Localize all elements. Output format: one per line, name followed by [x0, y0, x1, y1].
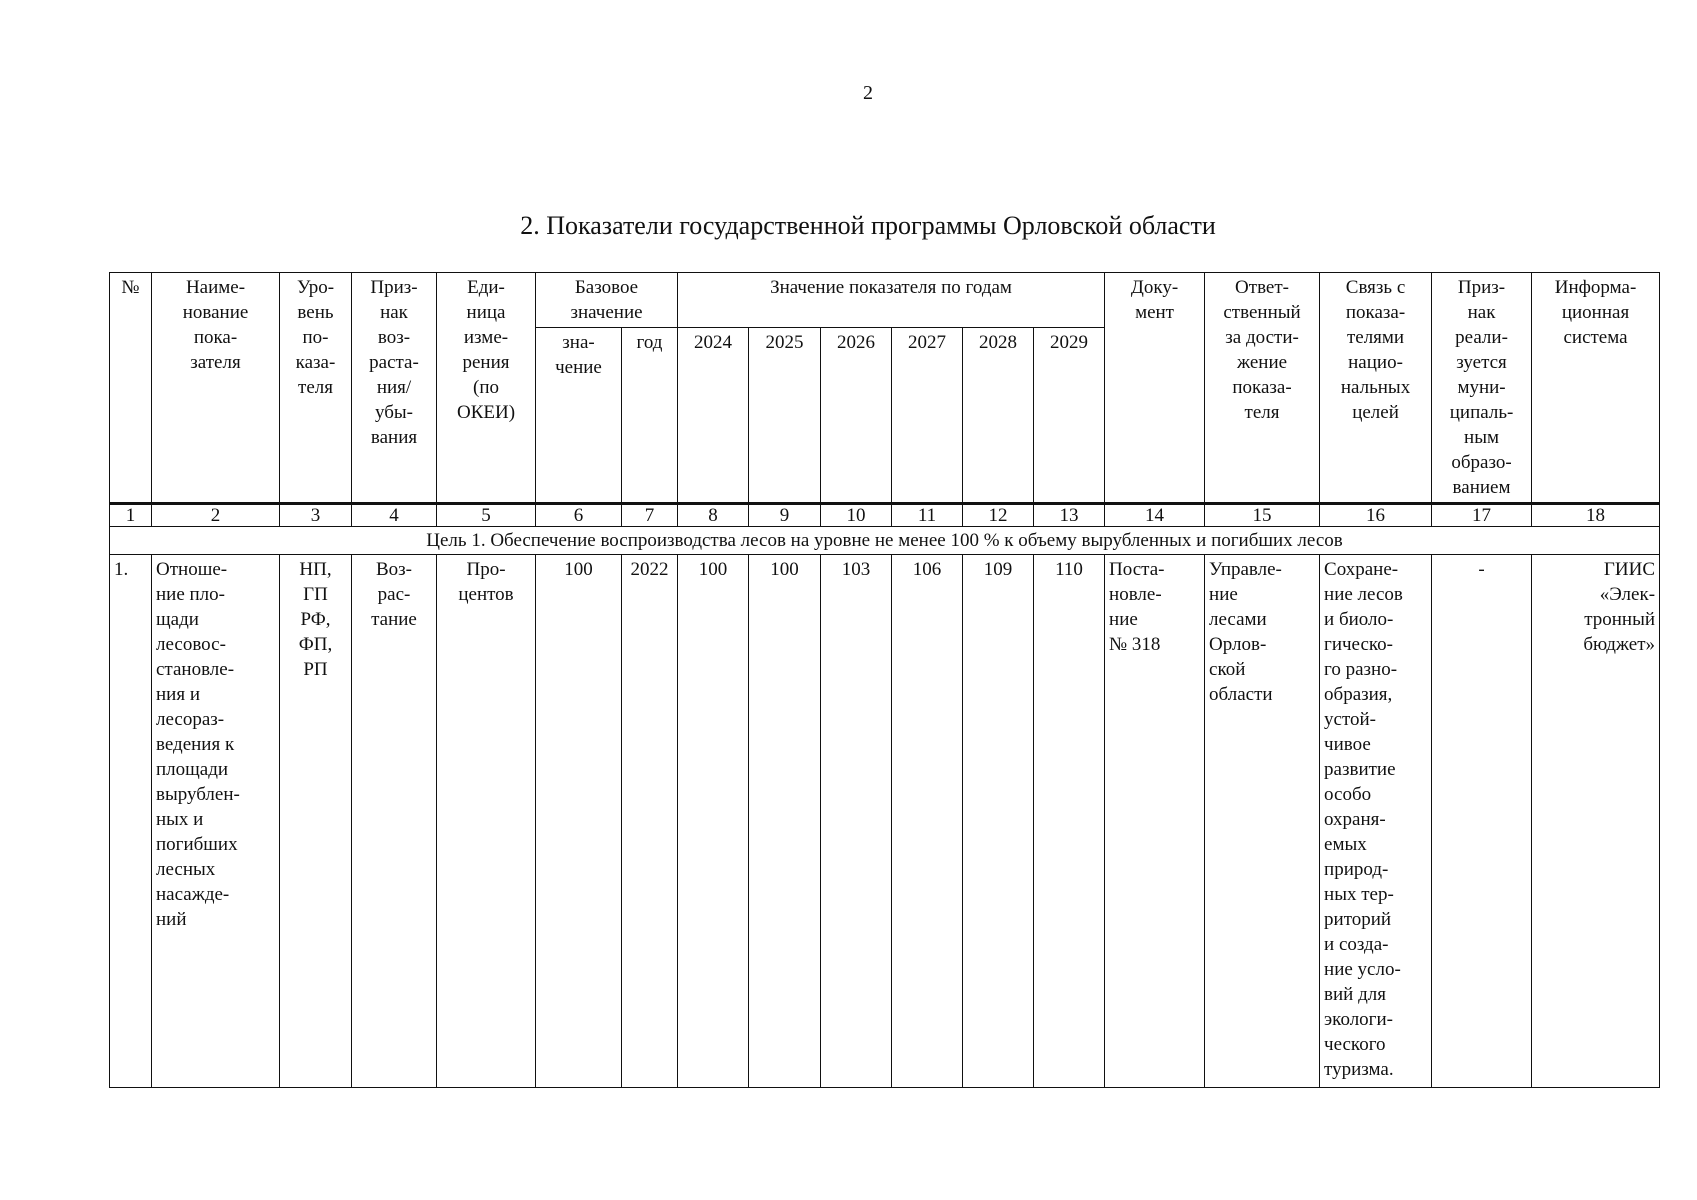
header-year: 2029: [1034, 328, 1105, 504]
header-year: 2027: [892, 328, 963, 504]
header-document: [1105, 273, 1205, 504]
year-value: 100: [749, 555, 821, 1088]
goal-row: [110, 527, 1660, 555]
row-number: 1.: [110, 555, 152, 1088]
header-level-label: Уро- вень по- каза- теля: [295, 277, 336, 398]
goal-text: Цель 1. Обеспечение воспроизводства лесов на уровне не менее 100 % к объему вырубленных и погибших лесов: [110, 527, 1660, 555]
column-number: 7: [622, 504, 678, 527]
indicator-info-system-text: ГИИС «Элек- тронный бюджет»: [1583, 559, 1656, 655]
header-unit: [437, 273, 536, 504]
indicator-trend: [352, 555, 437, 1088]
year-value: 109: [963, 555, 1034, 1088]
header-municipal: [1432, 273, 1532, 504]
column-number: 12: [963, 504, 1034, 527]
column-number: 17: [1432, 504, 1532, 527]
header-year: 2024: [678, 328, 749, 504]
header-indicator-name: [152, 273, 280, 504]
indicators-table: [109, 272, 1660, 1088]
header-responsible: [1205, 273, 1320, 504]
header-number-label: №: [121, 277, 140, 298]
header-base-value-label: зна- чение: [555, 332, 602, 378]
header-trend-label: Приз- нак воз- раста- ния/ убы- вания: [369, 277, 419, 448]
header-row: [110, 273, 1660, 328]
indicator-name-text: Отноше- ние пло- щади лесовос- становле- ния и лесораз- ведения к площади вырублен- ных и погибших лесных насажде- ний: [156, 559, 240, 930]
header-national-link: [1320, 273, 1432, 504]
column-number: 4: [352, 504, 437, 527]
header-base-year-label: год: [636, 332, 663, 353]
header-year: 2026: [821, 328, 892, 504]
document-title: 2. Показатели государственной программы Орловской области: [520, 211, 1216, 240]
indicator-name: [152, 555, 280, 1088]
page-number: 2: [863, 82, 873, 104]
column-number: 15: [1205, 504, 1320, 527]
column-number: 11: [892, 504, 963, 527]
header-year: 2025: [749, 328, 821, 504]
base-value: 100: [536, 555, 622, 1088]
header-indicator-name-label: Наиме- нование пока- зателя: [182, 277, 249, 373]
column-number: 6: [536, 504, 622, 527]
header-document-label: Доку- мент: [1130, 277, 1179, 323]
header-base-label: Базовое значение: [570, 277, 643, 323]
table-row: [110, 555, 1660, 1088]
column-number: 10: [821, 504, 892, 527]
column-number: 18: [1532, 504, 1660, 527]
year-value: 103: [821, 555, 892, 1088]
header-by-years-label: Значение показателя по годам: [770, 277, 1012, 298]
header-year: 2028: [963, 328, 1034, 504]
column-number: 1: [110, 504, 152, 527]
base-year: 2022: [622, 555, 678, 1088]
header-trend: [352, 273, 437, 504]
indicator-level: [280, 555, 352, 1088]
header-level: [280, 273, 352, 504]
header-info-system-label: Информа- ционная система: [1554, 277, 1637, 348]
column-number: 8: [678, 504, 749, 527]
year-value: 110: [1034, 555, 1105, 1088]
indicator-document: [1105, 555, 1205, 1088]
header-base-year: [622, 328, 678, 504]
indicator-national-link-text: Сохране- ние лесов и биоло- гическо- го разно- образия, устой- чивое развитие особо охраня- емых природ- ных тер- риторий и созда- ние усло- вий для экологи- ческого туризма.: [1324, 559, 1403, 1080]
indicator-national-link: [1320, 555, 1432, 1088]
column-number: 5: [437, 504, 536, 527]
column-numbers-row: [110, 504, 1660, 527]
year-value: 100: [678, 555, 749, 1088]
indicator-info-system: [1532, 555, 1660, 1088]
indicator-unit-text: Про- центов: [458, 559, 514, 605]
column-number: 3: [280, 504, 352, 527]
column-number: 14: [1105, 504, 1205, 527]
indicator-document-text: Поста- новле- ние № 318: [1109, 559, 1165, 655]
header-base-value: [536, 328, 622, 504]
header-unit-label: Еди- ница изме- рения (по ОКЕИ): [456, 277, 516, 423]
column-number: 9: [749, 504, 821, 527]
header-responsible-label: Ответ- ственный за дости- жение показа- теля: [1223, 277, 1301, 423]
header-national-link-label: Связь с показа- телями нацио- нальных целей: [1340, 277, 1411, 423]
indicator-municipal: -: [1432, 555, 1532, 1088]
indicator-unit: [437, 555, 536, 1088]
header-municipal-label: Приз- нак реали- зуется муни- ципаль- ным образо- ванием: [1449, 277, 1514, 498]
indicator-responsible: [1205, 555, 1320, 1088]
indicator-level-text: НП, ГП РФ, ФП, РП: [298, 559, 333, 680]
header-number: [110, 273, 152, 504]
indicator-responsible-text: Управле- ние лесами Орлов- ской области: [1209, 559, 1282, 705]
header-base: [536, 273, 678, 328]
indicator-trend-text: Воз- рас- тание: [371, 559, 417, 630]
column-number: 2: [152, 504, 280, 527]
column-number: 16: [1320, 504, 1432, 527]
year-value: 106: [892, 555, 963, 1088]
header-by-years: [678, 273, 1105, 328]
header-info-system: [1532, 273, 1660, 504]
column-number: 13: [1034, 504, 1105, 527]
